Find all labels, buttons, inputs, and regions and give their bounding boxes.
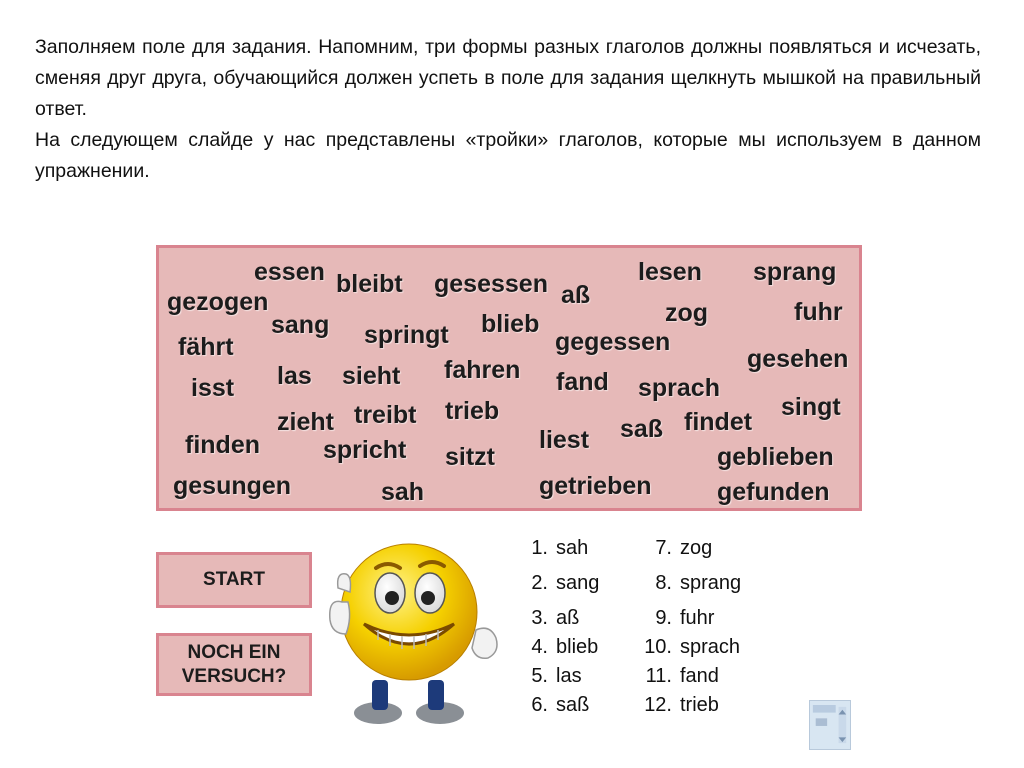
answer-number: 9.	[655, 607, 672, 629]
smiley-thumbs-up-icon	[328, 530, 510, 730]
answer-word: aß	[556, 607, 580, 629]
word-option[interactable]: fuhr	[794, 298, 843, 326]
answer-item	[516, 572, 599, 595]
word-option[interactable]: liest	[539, 426, 590, 454]
word-option[interactable]: fährt	[178, 333, 234, 361]
sound-control-icon[interactable]	[809, 700, 851, 750]
answer-word: fuhr	[680, 607, 715, 629]
word-option[interactable]: essen	[254, 258, 325, 286]
start-button[interactable]	[156, 552, 312, 608]
answer-word: sang	[556, 572, 600, 594]
word-option[interactable]: sitzt	[445, 443, 495, 471]
word-option[interactable]: las	[277, 362, 312, 390]
word-option[interactable]: gesessen	[434, 270, 548, 298]
word-option[interactable]: trieb	[445, 397, 500, 425]
answer-item	[516, 537, 588, 560]
word-option[interactable]: finden	[185, 431, 260, 459]
word-option[interactable]: gefunden	[717, 478, 830, 506]
word-option[interactable]: gegessen	[555, 328, 671, 356]
answer-item	[640, 572, 741, 595]
word-option[interactable]: isst	[191, 374, 235, 402]
word-option[interactable]: zieht	[277, 408, 334, 436]
answer-item	[516, 694, 589, 717]
answer-item	[640, 607, 714, 630]
word-option[interactable]: findet	[684, 408, 753, 436]
word-option[interactable]: fahren	[444, 356, 521, 384]
answer-word: sprach	[680, 636, 741, 658]
word-option[interactable]: sah	[381, 478, 425, 506]
word-option[interactable]: geblieben	[717, 443, 834, 471]
word-option[interactable]: zog	[665, 299, 709, 327]
word-option[interactable]: sprach	[638, 374, 720, 402]
word-option[interactable]: spricht	[323, 436, 407, 464]
answer-number: 5.	[531, 665, 548, 687]
intro-paragraph-1: Заполняем поле для задания. Напомним, три формы разных глаголов должны появляться и исчезать, сменяя друг друга, обучающийся должен успеть в поле для задания щелкнуть мышкой на правильный ответ.	[35, 36, 981, 120]
word-option[interactable]: singt	[781, 393, 841, 421]
answer-item	[640, 636, 740, 659]
answer-number: 10.	[644, 636, 672, 658]
answer-word: zog	[680, 537, 713, 559]
word-option[interactable]: saß	[620, 415, 664, 443]
word-option[interactable]: getrieben	[539, 472, 652, 500]
answer-item	[640, 537, 712, 560]
intro-text	[35, 32, 981, 187]
answer-item	[516, 665, 582, 688]
answer-number: 7.	[655, 537, 672, 559]
try-again-label-line1: NOCH EIN	[187, 641, 281, 663]
answer-number: 8.	[655, 572, 672, 594]
word-option[interactable]: gesehen	[747, 345, 849, 373]
answer-item	[516, 636, 598, 659]
word-option[interactable]: lesen	[638, 258, 702, 286]
word-option[interactable]: sang	[271, 311, 330, 339]
word-option[interactable]: aß	[561, 281, 591, 309]
answer-word: sprang	[680, 572, 742, 594]
word-option[interactable]: sprang	[753, 258, 837, 286]
word-option[interactable]: springt	[364, 321, 449, 349]
answer-word: sah	[556, 537, 589, 559]
answer-word: fand	[680, 665, 719, 687]
intro-paragraph-2: На следующем слайде у нас представлены «тройки» глаголов, которые мы используем в данном упражнении.	[35, 129, 981, 182]
answer-item	[640, 694, 719, 717]
start-button-label: START	[203, 569, 265, 590]
answer-word: saß	[556, 694, 590, 716]
answer-item	[640, 665, 719, 688]
answer-word: blieb	[556, 636, 599, 658]
try-again-label-line2: VERSUCH?	[181, 665, 287, 687]
answer-number: 6.	[531, 694, 548, 716]
word-option[interactable]: gesungen	[173, 472, 292, 500]
answer-number: 3.	[531, 607, 548, 629]
answer-number: 12.	[644, 694, 672, 716]
answer-number: 4.	[531, 636, 548, 658]
answer-item	[516, 607, 579, 630]
answer-number: 11.	[645, 665, 672, 687]
word-option[interactable]: gezogen	[167, 288, 269, 316]
word-option[interactable]: sieht	[342, 362, 401, 390]
answer-word: las	[556, 665, 582, 687]
answer-word: trieb	[680, 694, 719, 716]
word-option[interactable]: treibt	[354, 401, 417, 429]
word-option[interactable]: bleibt	[336, 270, 403, 298]
task-word-field	[156, 245, 862, 511]
try-again-button[interactable]	[156, 633, 312, 696]
word-option[interactable]: fand	[556, 368, 609, 396]
answer-number: 2.	[531, 572, 548, 594]
answer-number: 1.	[531, 537, 548, 559]
word-option[interactable]: blieb	[481, 310, 540, 338]
